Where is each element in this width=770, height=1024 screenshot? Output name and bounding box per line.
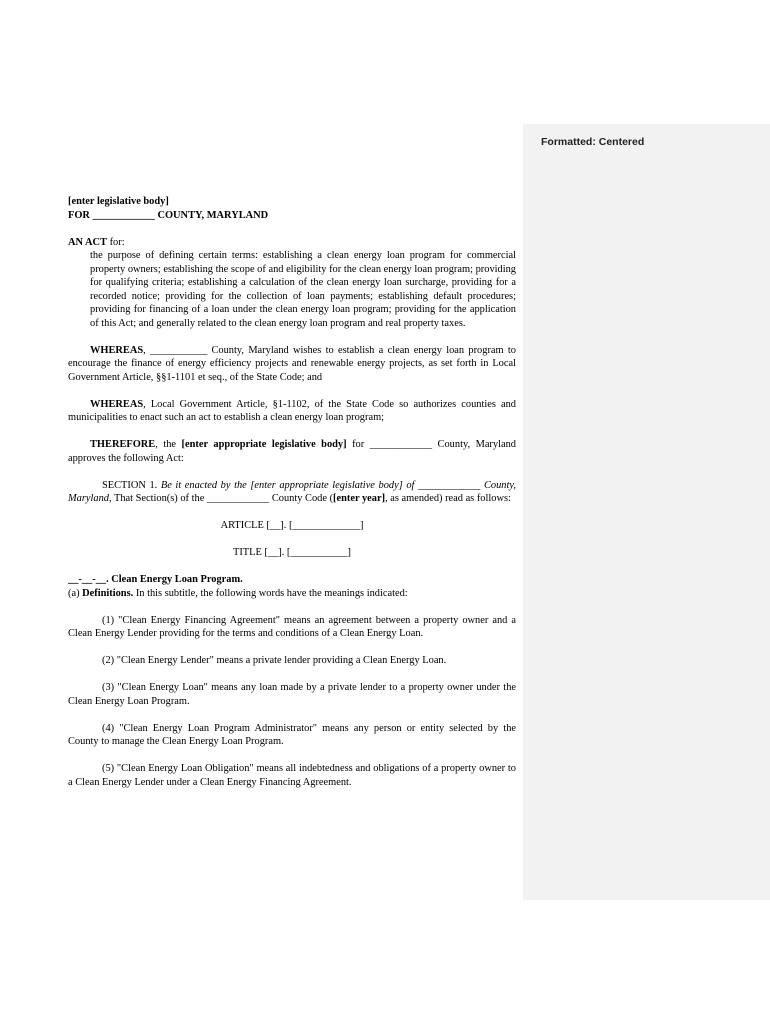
definitions-intro — [68, 587, 516, 601]
title-line: TITLE [__]. [___________] — [232, 547, 352, 558]
section-1-enactment: Be it enacted by the [enter appropriate legislative body] of ____________ County, Maryland — [68, 479, 516, 504]
section-1-text-b: , as amended) read as follows: — [385, 493, 511, 504]
definition-4: (4) "Clean Energy Loan Program Administrator" means any person or entity selected by the County to manage the Clean Energy Loan Program. — [68, 722, 516, 747]
definition-3: (3) "Clean Energy Loan" means any loan made by a private lender to a property owner under the Clean Energy Loan Program. — [68, 682, 516, 707]
document-body — [68, 195, 516, 789]
act-label-suffix: for: — [106, 236, 125, 248]
program-heading: __-__-__. Clean Energy Loan Program. — [68, 574, 243, 585]
section-1-year: [enter year] — [333, 493, 386, 504]
comment-title: Formatted: Centered — [541, 136, 645, 148]
section-1-text-a: , That Section(s) of the ____________ County Code ( — [108, 493, 334, 504]
therefore-paragraph — [68, 438, 516, 465]
legislative-body-line: [enter legislative body] — [68, 196, 169, 207]
therefore-label: THEREFORE — [90, 439, 156, 450]
whereas-label-2: WHEREAS — [90, 398, 144, 410]
act-label: AN ACT — [68, 236, 107, 248]
therefore-text-a: , the — [155, 439, 182, 450]
section-1-label: SECTION 1. — [102, 479, 158, 491]
definition-1: (1) "Clean Energy Financing Agreement" means an agreement between a property owner and a Clean Energy Lender providing for the terms and conditions of a Clean Energy Loan. — [68, 614, 516, 639]
county-line: FOR ____________ COUNTY, MARYLAND — [68, 209, 269, 221]
therefore-legislative-body: [enter appropriate legislative body] — [181, 439, 347, 450]
whereas-text-1: , ___________ County, Maryland wishes to establish a clean energy loan program to encourage the finance of energy efficiency projects and renewable energy projects, as set forth in Local Government Article, §§1-1101 et seq., of the State Code; and — [68, 344, 516, 383]
comment-pane — [523, 124, 770, 900]
definition-5: (5) "Clean Energy Loan Obligation" means all indebtedness and obligations of a property owner to a Clean Energy Lender under a Clean Energy Financing Agreement. — [68, 763, 516, 788]
whereas-paragraph-1 — [68, 344, 516, 385]
section-1-paragraph — [68, 479, 516, 506]
definitions-sub-label: (a) — [68, 587, 83, 599]
whereas-paragraph-2 — [68, 398, 516, 425]
act-purpose: the purpose of defining certain terms: establishing a clean energy loan program for commercial property owners; establishing the scope of and eligibility for the clean energy loan program; providing for qualifying criteria; establishing a calculation of the clean energy loan surcharge, providing for a recorded notice; providing for the collection of loan payments; establishing default procedures; providing for financing of a loan under the clean energy loan program; providing for the application of this Act; and generally related to the clean energy loan program and real property taxes. — [90, 250, 516, 329]
act-intro — [68, 236, 516, 250]
whereas-label-1: WHEREAS — [90, 344, 144, 356]
article-line: ARTICLE [__]. [_____________] — [220, 520, 364, 531]
definition-2: (2) "Clean Energy Lender" means a private lender providing a Clean Energy Loan. — [102, 655, 447, 666]
definitions-label: Definitions. — [82, 587, 134, 599]
definitions-intro-text: In this subtitle, the following words have the meanings indicated: — [133, 587, 408, 599]
therefore-text-c: for ____________ County, Maryland approves the following Act: — [68, 439, 516, 464]
whereas-text-2: , Local Government Article, §1-1102, of the State Code so authorizes counties and municipalities to enact such an act to establish a clean energy loan program; — [68, 398, 516, 423]
